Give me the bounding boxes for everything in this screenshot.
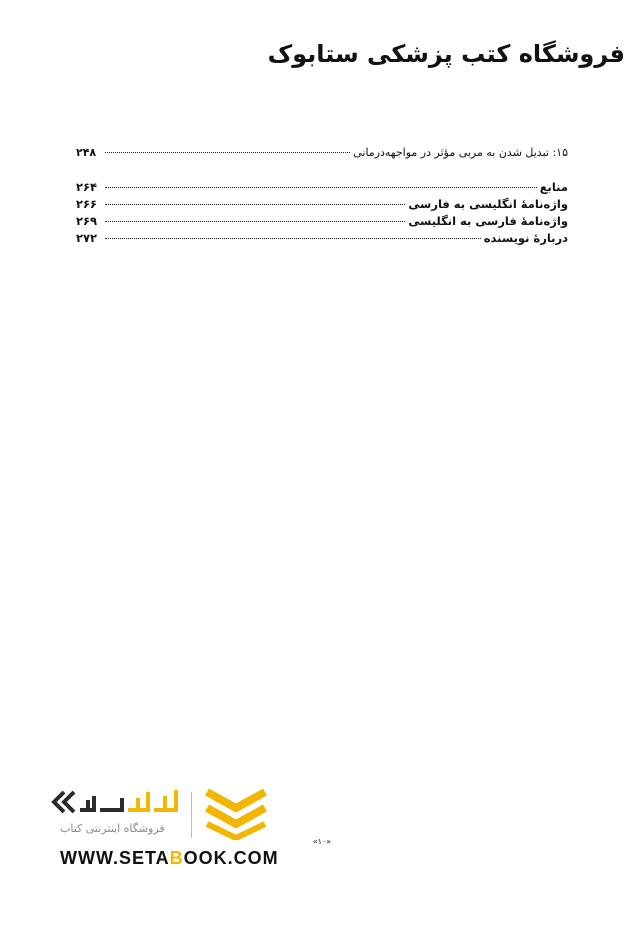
toc-leader-dots <box>105 151 350 153</box>
toc-entry[interactable] <box>76 230 568 247</box>
toc-entry-page: ۲۷۲ <box>76 231 98 245</box>
brand-logo[interactable] <box>50 786 280 876</box>
toc-entry-title: واژه‌نامهٔ انگلیسی به فارسی <box>408 197 568 211</box>
page-title: فروشگاه کتب پزشکی ستابوک <box>267 40 625 68</box>
toc-entry-title: دربارهٔ نویسنده <box>483 231 568 245</box>
toc-leader-dots <box>105 237 481 239</box>
toc-entry-page: ۲۶۴ <box>76 180 98 194</box>
toc-entry[interactable] <box>76 179 568 196</box>
toc-leader-dots <box>105 220 405 222</box>
toc-leader-dots <box>105 186 537 188</box>
brand-url[interactable] <box>60 848 279 869</box>
brand-divider <box>191 792 192 838</box>
brand-url-suffix: OOK.COM <box>183 848 279 868</box>
toc-entry[interactable] <box>76 196 568 213</box>
brand-url-prefix: WWW.SETA <box>60 848 170 868</box>
brand-logo-text: ستابوک <box>118 820 122 821</box>
toc-entry-page: ۲۶۶ <box>76 197 98 211</box>
toc-entry-title: منابع <box>539 180 568 194</box>
table-of-contents <box>76 144 568 247</box>
toc-entry-title: واژه‌نامهٔ فارسی به انگلیسی <box>408 214 568 228</box>
brand-url-highlight: B <box>169 848 184 868</box>
toc-entry-page: ۲۴۸ <box>76 146 97 159</box>
toc-entry[interactable] <box>76 144 568 161</box>
chevron-logo-icon <box>203 786 269 840</box>
brand-subtitle: فروشگاه اینترنتی کتاب <box>60 822 165 835</box>
brand-wordmark <box>50 786 190 822</box>
toc-entry[interactable] <box>76 213 568 230</box>
toc-leader-dots <box>105 203 405 205</box>
toc-entry-page: ۲۶۹ <box>76 214 98 228</box>
toc-entry-title: ۱۵: تبدیل شدن به مربی مؤثر در مواجهه‌درمانی <box>353 146 568 159</box>
page-number: «۱۰» <box>312 837 332 846</box>
